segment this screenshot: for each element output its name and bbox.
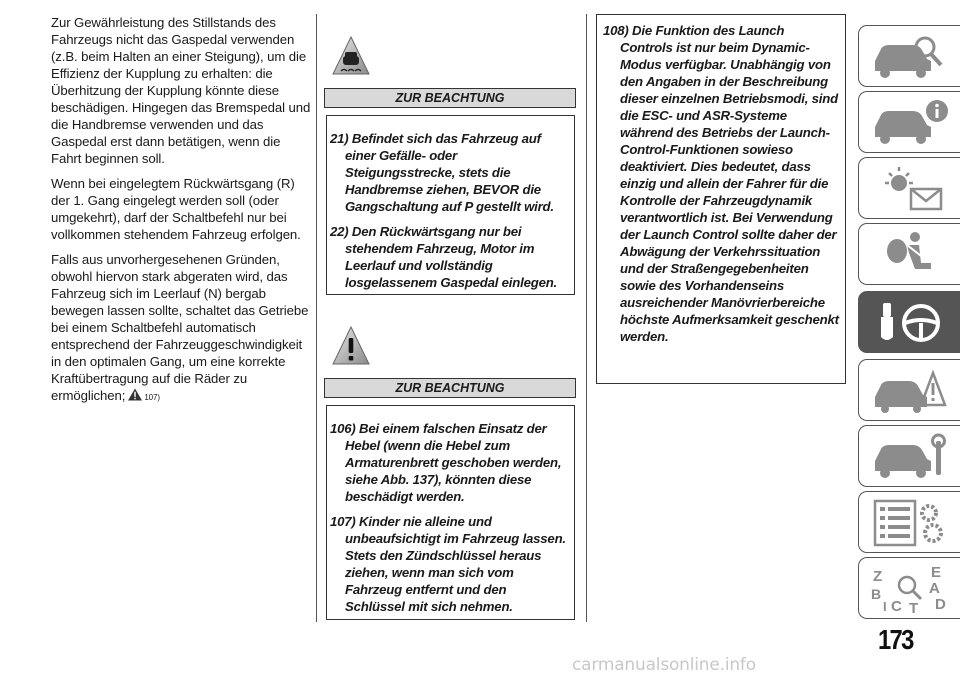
warning-triangle-icon bbox=[127, 388, 143, 401]
column-divider-left bbox=[316, 14, 317, 622]
index-letter: B bbox=[871, 586, 882, 602]
tab-emergency[interactable] bbox=[858, 359, 960, 421]
body-paragraph bbox=[51, 251, 313, 406]
skid-warning-icon bbox=[332, 36, 370, 76]
body-paragraph: Wenn bei eingelegtem Rückwärtsgang (R) der 1. Gang eingelegt werden soll (oder umgekehrt), darf der Schaltbefehl nur bei vollkommen stehendem Fahrzeug erfolgen. bbox=[51, 176, 301, 242]
warning-light-mail-icon bbox=[869, 163, 951, 215]
car-search-icon bbox=[869, 31, 951, 83]
tab-car-search[interactable] bbox=[858, 25, 960, 87]
tab-airbag-safety[interactable] bbox=[858, 223, 960, 285]
body-paragraph: Zur Gewährleistung des Stillstands des Fahrzeugs nicht das Gaspedal verwenden (z.B. beim Halten an einer Steigung), um die Effizienz der Kupplung zu erhalten: die Überhitzung der Kupplung könnte diese beschädigen. Hingegen das Bremspedal und die Handbremse verwenden und das Gaspedal erst dann betätigen, wenn die Fahrt beginnen soll. bbox=[51, 15, 311, 166]
exclamation-warning-icon bbox=[332, 326, 370, 366]
warning-note: 106) Bei einem falschen Einsatz der Hebel (wenn die Hebel zum Armaturenbrett geschoben werden, siehe Abb. 137), könnten diese beschädigt werden. bbox=[330, 421, 562, 504]
warning-banner: ZUR BEACHTUNG bbox=[324, 88, 576, 108]
index-letter: A bbox=[929, 580, 940, 597]
alphabet-index-icon bbox=[869, 563, 951, 615]
tab-index[interactable] bbox=[858, 557, 960, 619]
data-gear-icon bbox=[869, 497, 951, 549]
index-letter: I bbox=[883, 599, 887, 614]
index-letter: E bbox=[931, 564, 942, 581]
warning-note: 21) Befindet sich das Fahrzeug auf einer Gefälle- oder Steigungsstrecke, stets die Handbremse ziehen, BEVOR die Gangschaltung auf P gestellt wird. bbox=[330, 131, 554, 214]
left-column bbox=[51, 14, 313, 414]
warning-box bbox=[326, 115, 575, 295]
airbag-seat-icon bbox=[869, 229, 951, 281]
key-steering-wheel-icon bbox=[869, 297, 951, 349]
body-paragraph-text: Falls aus unvorhergesehenen Gründen, obwohl hiervon stark abgeraten wird, das Fahrzeug sich im Leerlauf (N) bergab bewegen lassen sollte, schaltet das Getriebe bei einem Schaltbefehl automatisch entsprechend der Fahrzeuggeschwindigkeit in den optimalen Gang, um eine korrekte Kraftübertragung auf die Räder zu ermöglichen; bbox=[51, 252, 309, 403]
tab-starting-driving[interactable] bbox=[858, 291, 960, 353]
car-crash-icon bbox=[869, 365, 951, 417]
index-letter: D bbox=[935, 596, 946, 613]
warning-reference: 107) bbox=[144, 393, 160, 402]
tab-car-info[interactable] bbox=[858, 91, 960, 153]
page-number: 173 bbox=[878, 624, 913, 655]
tab-warning-lights[interactable] bbox=[858, 157, 960, 219]
warning-note: 22) Den Rückwärtsgang nur bei stehendem Fahrzeug, Motor im Leerlauf und vollständig losgelassenem Gaspedal einlegen. bbox=[330, 224, 558, 290]
index-letter: Z bbox=[873, 568, 883, 585]
index-letter: C bbox=[891, 598, 902, 615]
index-letter: T bbox=[909, 600, 919, 615]
warning-box bbox=[326, 405, 575, 620]
warning-note: 108) Die Funktion des Launch Controls ist nur beim Dynamic-Modus verfügbar. Unabhängig von den Angaben in der Beschreibung dieser einzelnen Betriebsmodi, sind die ESC- und ASR-Systeme während des Betriebs der Launch-Control-Funktionen sowieso deaktiviert. Dies bedeutet, dass einzig und allein der Fahrer für die Kontrolle der Fahrzeugdynamik verantwortlich ist. Bei Verwendung der Launch Control sollte daher der Abwägung der Verkehrssituation und der Straßengegebenheiten sowie des Vorhandenseins ausreichender Manövrierbereiche höchste Aufmerksamkeit geschenkt werden. bbox=[603, 23, 839, 344]
car-wrench-icon bbox=[869, 431, 951, 483]
warning-box bbox=[596, 14, 846, 384]
watermark: carmanualsonline.info bbox=[572, 655, 756, 675]
car-info-icon bbox=[869, 97, 951, 149]
warning-banner: ZUR BEACHTUNG bbox=[324, 378, 576, 398]
column-divider-right bbox=[586, 14, 587, 622]
tab-technical-data[interactable] bbox=[858, 491, 960, 553]
tab-maintenance[interactable] bbox=[858, 425, 960, 487]
warning-note: 107) Kinder nie alleine und unbeaufsichtigt im Fahrzeug lassen. Stets den Zündschlüssel heraus ziehen, wenn man sich vom Fahrzeug entfernt und den Schlüssel mit sich nehmen. bbox=[330, 514, 566, 614]
